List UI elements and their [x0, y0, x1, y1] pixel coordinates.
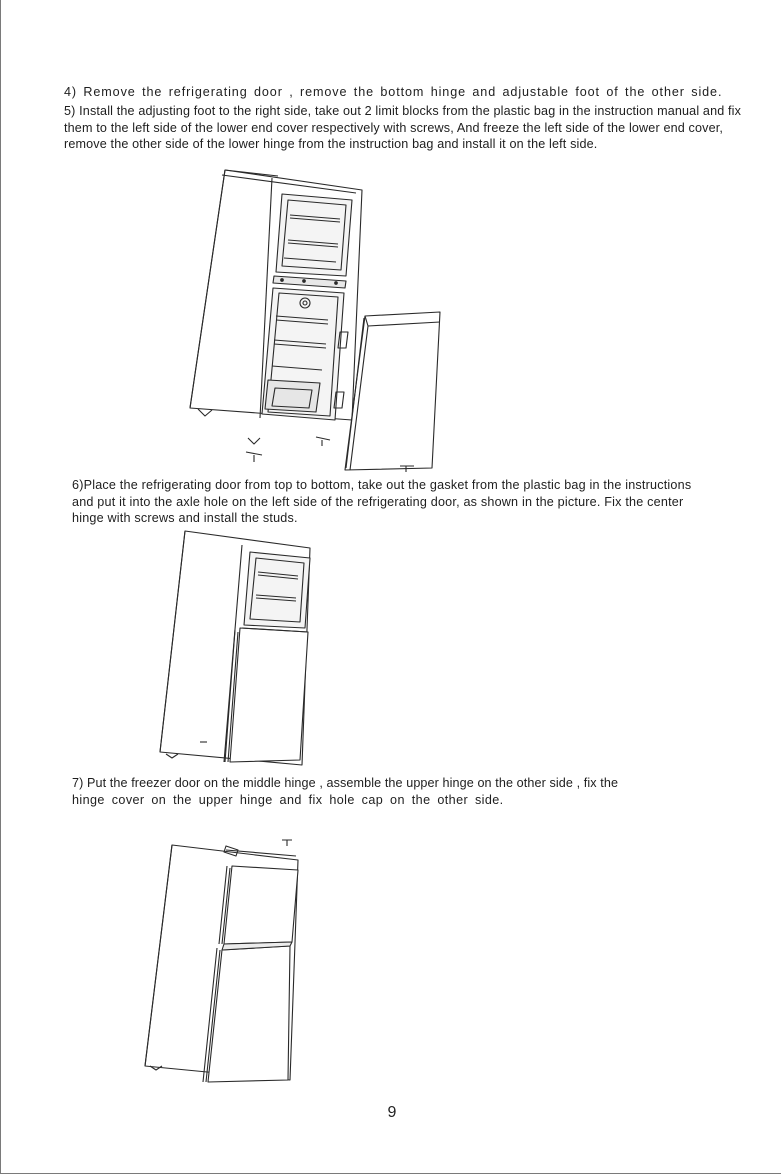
step-4-text: 4) Remove the refrigerating door , remove the bottom hinge and adjustable foot of the other side. — [64, 85, 723, 99]
step-5-text: 5) Install the adjusting foot to the right side, take out 2 limit blocks from the plastic bag in the instruction manual and fix them to the left side of the lower end cover respectively with screws, And freeze the left side of the lower end cover, remove the other side of the lower hinge from the instruction bag and install it on the left side. — [64, 104, 742, 152]
page-number: 9 — [387, 1104, 397, 1121]
step-7-line-1: 7) Put the freezer door on the middle hinge , assemble the upper hinge on the other side , fix the — [72, 776, 619, 790]
step-7-line-2: hinge cover on the upper hinge and fix hole cap on the other side. — [72, 792, 504, 807]
step-6-text: 6)Place the refrigerating door from top to bottom, take out the gasket from the plastic bag in the instructions and put it into the axle hole on the left side of the refrigerating door, as shown in the picture. Fix the center hinge with screws and install the studs. — [72, 478, 692, 526]
